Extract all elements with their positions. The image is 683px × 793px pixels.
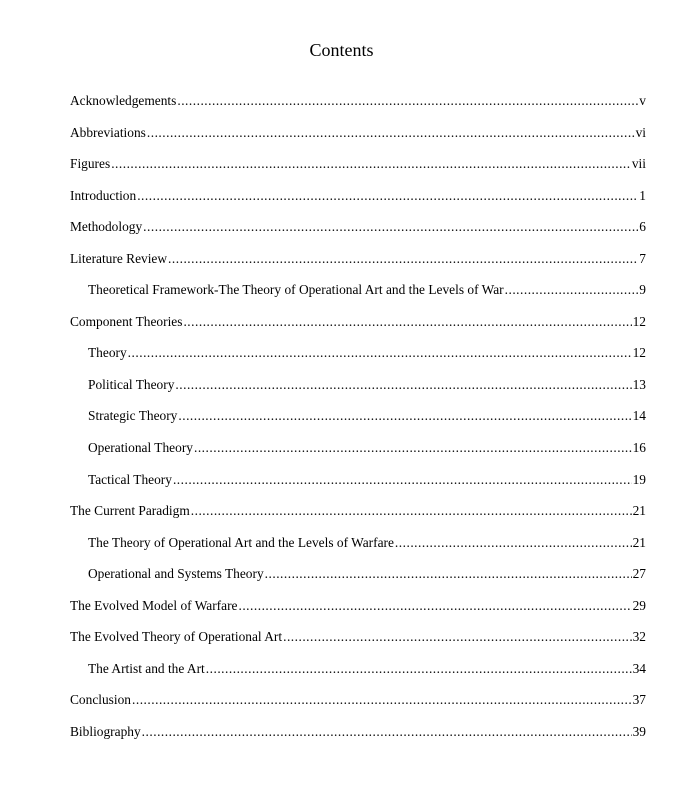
toc-entry <box>70 248 646 280</box>
toc-entry <box>70 626 646 658</box>
toc-dot-leader <box>147 122 635 144</box>
toc-entry <box>70 122 646 154</box>
toc-dot-leader <box>177 90 638 112</box>
toc-dot-leader <box>132 689 632 711</box>
toc-entry-page: 14 <box>632 408 646 424</box>
toc-entry-title: Political Theory <box>88 376 175 392</box>
toc-entry <box>70 153 646 185</box>
toc-entry-title: Bibliography <box>70 723 141 739</box>
toc-entry-page: 27 <box>632 566 646 582</box>
toc-entry-title: Operational Theory <box>88 440 193 456</box>
toc-entry-page: 13 <box>632 376 646 392</box>
toc-dot-leader <box>395 532 632 554</box>
toc-entry-title: Methodology <box>70 219 143 235</box>
toc-entry-page: 16 <box>632 440 646 456</box>
toc-entry-page: vii <box>631 156 646 172</box>
toc-entry-page: 12 <box>632 313 646 329</box>
toc-entry-page: 6 <box>639 219 646 235</box>
toc-dot-leader <box>206 658 632 680</box>
toc-entry-page: 29 <box>632 597 646 613</box>
toc-entry-title: Acknowledgements <box>70 93 177 108</box>
toc-dot-leader <box>175 374 631 396</box>
toc-dot-leader <box>137 185 638 207</box>
toc-subentry <box>70 563 646 595</box>
toc-entry-title: Theoretical Framework-The Theory of Operational Art and the Levels of War <box>88 282 504 298</box>
toc-subentry <box>70 279 646 311</box>
toc-entry-title: Literature Review <box>70 250 168 266</box>
toc-dot-leader <box>128 342 632 364</box>
toc-dot-leader <box>505 279 639 301</box>
toc-entry-page: 19 <box>632 471 646 487</box>
table-of-contents <box>70 90 646 752</box>
toc-entry-title: Theory <box>88 345 127 361</box>
toc-entry <box>70 216 646 248</box>
toc-subentry <box>70 405 646 437</box>
toc-subentry <box>70 658 646 690</box>
toc-entry-page: 21 <box>632 503 646 519</box>
toc-entry <box>70 500 646 532</box>
toc-entry-title: The Evolved Model of Warfare <box>70 597 238 613</box>
toc-entry-title: Operational and Systems Theory <box>88 566 264 582</box>
toc-entry-title: The Evolved Theory of Operational Art <box>70 629 283 645</box>
toc-entry-title: Introduction <box>70 187 137 203</box>
toc-entry-title: The Artist and the Art <box>88 660 205 676</box>
toc-dot-leader <box>111 153 631 175</box>
toc-entry-page: 7 <box>639 250 646 266</box>
toc-dot-leader <box>143 216 638 238</box>
toc-subentry <box>70 342 646 374</box>
toc-entry-page: 21 <box>632 534 646 550</box>
toc-entry <box>70 721 646 753</box>
toc-entry-page: 39 <box>632 723 646 739</box>
toc-entry <box>70 689 646 721</box>
toc-entry-title: Abbreviations <box>70 124 146 140</box>
toc-entry-page: v <box>639 93 646 108</box>
toc-dot-leader <box>238 595 631 617</box>
toc-dot-leader <box>191 500 632 522</box>
toc-dot-leader <box>265 563 632 585</box>
toc-entry-page: vi <box>635 124 646 140</box>
toc-entry-title: Tactical Theory <box>88 471 172 487</box>
toc-dot-leader <box>168 248 638 270</box>
toc-dot-leader <box>194 437 632 459</box>
toc-entry-title: The Current Paradigm <box>70 503 190 519</box>
toc-subentry <box>70 374 646 406</box>
toc-dot-leader <box>283 626 632 648</box>
toc-entry <box>70 185 646 217</box>
toc-entry-title: Conclusion <box>70 692 132 708</box>
toc-entry <box>70 595 646 627</box>
toc-entry-page: 12 <box>632 345 646 361</box>
toc-entry-title: Strategic Theory <box>88 408 178 424</box>
toc-dot-leader <box>173 469 632 491</box>
toc-subentry <box>70 469 646 501</box>
toc-dot-leader <box>142 721 632 743</box>
toc-subentry <box>70 437 646 469</box>
toc-entry-page: 9 <box>639 282 646 298</box>
toc-entry-title: Figures <box>70 156 111 172</box>
toc-entry <box>70 311 646 343</box>
toc-dot-leader <box>178 405 631 427</box>
toc-entry-page: 37 <box>632 692 646 708</box>
toc-entry-title: Component Theories <box>70 313 183 329</box>
toc-entry-page: 34 <box>632 660 646 676</box>
page-title: Contents <box>309 40 374 60</box>
toc-entry-page: 32 <box>632 629 646 645</box>
toc-subentry <box>70 532 646 564</box>
toc-dot-leader <box>183 311 631 333</box>
toc-entry-page: 1 <box>639 187 646 203</box>
toc-entry-title: The Theory of Operational Art and the Levels of Warfare <box>88 534 394 550</box>
toc-entry <box>70 90 646 122</box>
